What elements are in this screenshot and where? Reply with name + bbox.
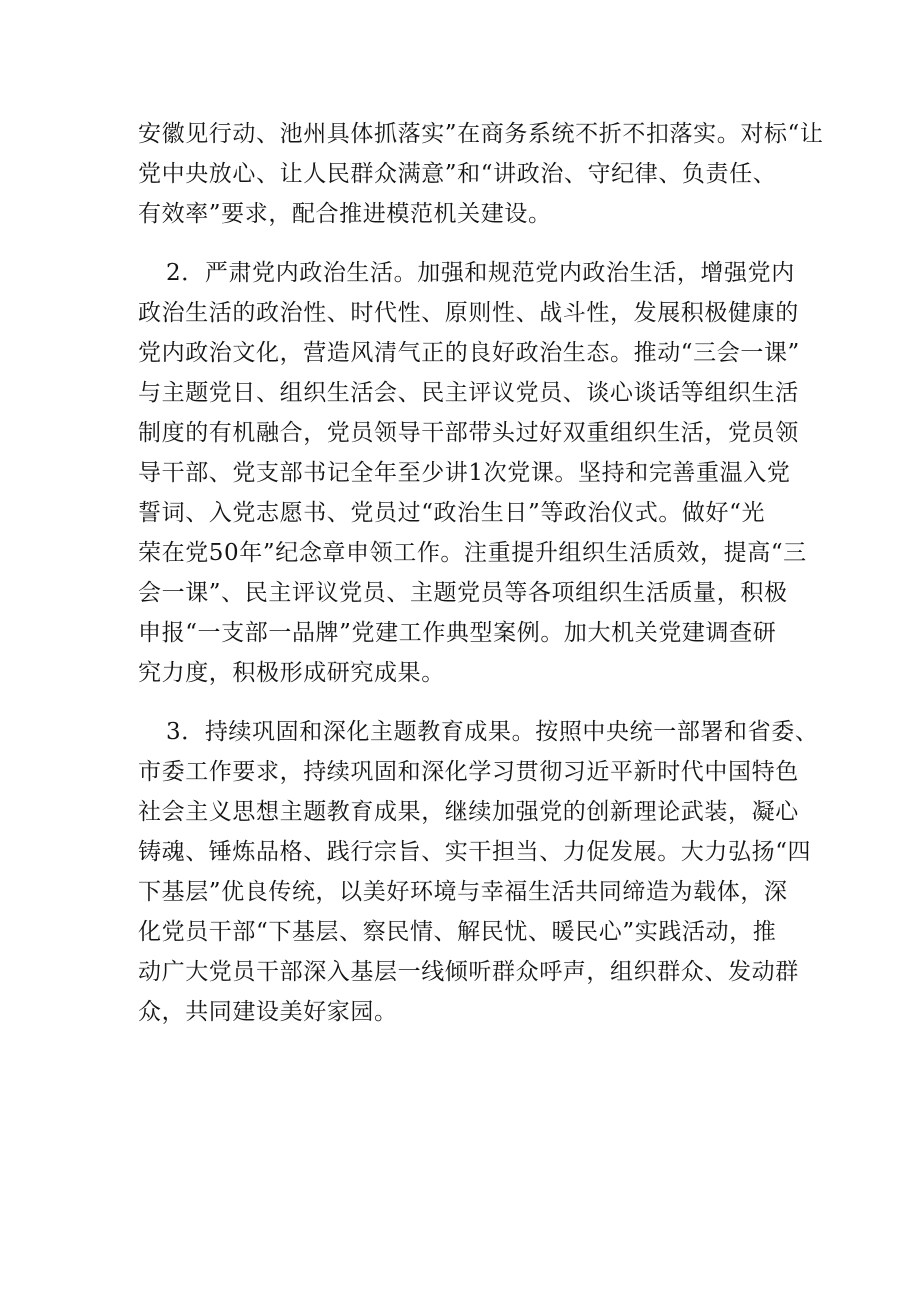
text-line: 与主题党日、组织生活会、民主评议党员、谈心谈话等组织生活 [138, 380, 799, 406]
document-body [138, 114, 824, 1032]
text-line: 众，共同建设美好家园。 [138, 999, 398, 1025]
text-line: 申报“一支部一品牌”党建工作典型案例。加大机关党建调查研 [138, 620, 777, 646]
text-line: 党内政治文化，营造风清气正的良好政治生态。推动“三会一课” [138, 340, 800, 366]
text-line: 荣在党50年”纪念章申领工作。注重提升组织生活质效，提高“三 [138, 540, 807, 566]
text-line: 下基层”优良传统，以美好环境与幸福生活共同缔造为载体，深 [138, 879, 788, 905]
text-line: 市委工作要求，持续巩固和深化学习贯彻习近平新时代中国特色 [138, 759, 799, 785]
text-line: 化党员干部“下基层、察民情、解民忧、暖民心”实践活动，推 [138, 919, 777, 945]
text-line: 铸魂、锤炼品格、践行宗旨、实干担当、力促发展。大力弘扬“四 [138, 839, 812, 865]
text-line: 政治生活的政治性、时代性、原则性、战斗性，发展积极健康的 [138, 300, 799, 326]
text-line: 有效率”要求，配合推进模范机关建设。 [138, 201, 552, 227]
paragraph-1 [138, 114, 824, 234]
text-line: 社会主义思想主题教育成果，继续加强党的创新理论武装，凝心 [138, 799, 799, 825]
text-line: 制度的有机融合，党员领导干部带头过好双重组织生活，党员领 [138, 420, 799, 446]
text-line: 誓词、入党志愿书、党员过“政治生日”等政治仪式。做好“光 [138, 500, 766, 526]
text-line: 导干部、党支部书记全年至少讲1次党课。坚持和完善重温入党 [138, 460, 791, 486]
paragraph-2 [138, 253, 807, 693]
text-line: 究力度，积极形成研究成果。 [138, 660, 445, 686]
text-line: 党中央放心、让人民群众满意”和“讲政治、守纪律、负责任、 [138, 161, 777, 187]
text-line: 2．严肃党内政治生活。加强和规范党内政治生活，增强党内 [166, 260, 795, 286]
paragraph-3 [138, 712, 819, 1032]
text-line: 安徽见行动、池州具体抓落实”在商务系统不折不扣落实。对标“让 [138, 121, 824, 147]
text-line: 会一课”、民主评议党员、主题党员等各项组织生活质量，积极 [138, 580, 788, 606]
text-line: 3．持续巩固和深化主题教育成果。按照中央统一部署和省委、 [166, 719, 819, 745]
text-line: 动广大党员干部深入基层一线倾听群众呼声，组织群众、发动群 [138, 959, 799, 985]
